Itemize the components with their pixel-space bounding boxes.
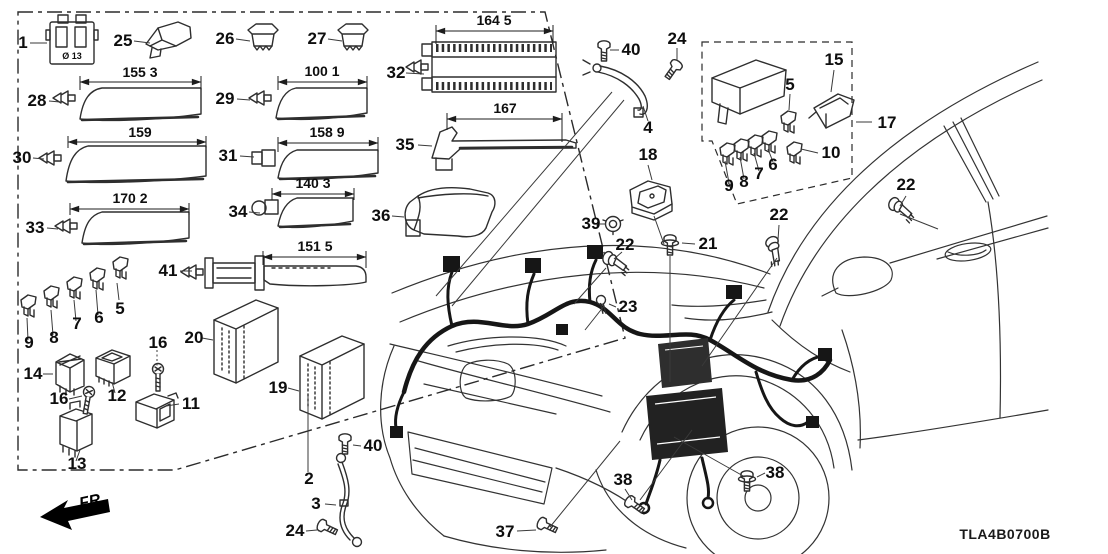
leader-lines	[27, 39, 938, 531]
screw-16-upper	[153, 364, 164, 392]
svg-text:159: 159	[128, 124, 152, 140]
diagram-code: TLA4B0700B	[959, 526, 1051, 542]
harness-connector	[525, 258, 541, 273]
svg-text:100 1: 100 1	[304, 63, 340, 79]
callout-37[interactable]: 37	[495, 522, 515, 541]
car-body-outline	[381, 62, 1051, 554]
dimension-30	[68, 124, 206, 148]
callout-8-left[interactable]: 8	[49, 328, 59, 347]
callout-22-fusebox[interactable]: 22	[769, 205, 789, 224]
part-32-wire-shield	[406, 42, 556, 92]
callout-28[interactable]: 28	[27, 91, 47, 110]
callout-7-box[interactable]: 7	[754, 164, 764, 183]
part-4-cable	[583, 60, 647, 117]
harness-connector	[390, 426, 403, 438]
callout-40-lower[interactable]: 40	[363, 436, 383, 455]
nut-39	[603, 217, 623, 235]
callout-27[interactable]: 27	[307, 29, 327, 48]
callout-7-left[interactable]: 7	[72, 314, 82, 333]
callout-30[interactable]: 30	[12, 148, 32, 167]
callout-8-box[interactable]: 8	[739, 172, 749, 191]
callout-21[interactable]: 21	[698, 234, 718, 253]
callout-22-door[interactable]: 22	[896, 175, 916, 194]
callout-11[interactable]: 11	[182, 394, 200, 413]
part-27-clip	[338, 24, 368, 50]
callout-24-top[interactable]: 24	[667, 29, 687, 48]
bolt-24-top	[662, 58, 683, 81]
callout-16-upper[interactable]: 16	[148, 333, 168, 352]
svg-text:170 2: 170 2	[112, 190, 148, 206]
callout-15[interactable]: 15	[824, 50, 844, 69]
bolt-21	[662, 235, 679, 255]
callout-labels	[13, 29, 916, 541]
part-41-grommet	[181, 256, 366, 290]
callout-35[interactable]: 35	[395, 135, 415, 154]
fr-label: FR.	[77, 490, 107, 513]
svg-text:151 5: 151 5	[297, 238, 333, 254]
callout-23[interactable]: 23	[618, 297, 638, 316]
callout-38-wheel[interactable]: 38	[765, 463, 785, 482]
callout-25[interactable]: 25	[113, 31, 133, 50]
svg-text:158 9: 158 9	[309, 124, 345, 140]
callout-17[interactable]: 17	[877, 113, 897, 132]
part-36-boot	[405, 188, 495, 237]
callout-36[interactable]: 36	[371, 206, 391, 225]
callout-2[interactable]: 2	[304, 469, 314, 488]
callout-10[interactable]: 10	[821, 143, 841, 162]
part-15-connector	[809, 94, 854, 128]
harness-connector	[726, 285, 742, 299]
part-1-note: Ø 13	[62, 51, 82, 61]
callout-33[interactable]: 33	[25, 218, 45, 237]
part-3-ground-cable	[337, 454, 362, 547]
callout-3[interactable]: 3	[311, 494, 321, 513]
bolt-24-lower	[316, 518, 339, 537]
bolt-38-wheel	[739, 471, 756, 491]
dimension-33	[70, 190, 189, 215]
callout-4[interactable]: 4	[643, 118, 653, 137]
part-1-connector	[46, 15, 98, 64]
part-28-wire-cover	[53, 88, 201, 120]
callout-12[interactable]: 12	[107, 386, 127, 405]
svg-text:164 5: 164 5	[476, 12, 512, 28]
callout-26[interactable]: 26	[215, 29, 235, 48]
dimension-28	[80, 64, 201, 90]
part-20-control-unit	[214, 300, 278, 383]
callout-19[interactable]: 19	[268, 378, 288, 397]
callout-22-mid[interactable]: 22	[615, 235, 635, 254]
callout-6-box[interactable]: 6	[768, 155, 778, 174]
svg-text:140 3: 140 3	[295, 175, 331, 191]
callout-9-box[interactable]: 9	[724, 176, 734, 195]
harness-connector	[443, 256, 460, 272]
callout-9-left[interactable]: 9	[24, 333, 34, 352]
callout-5-box[interactable]: 5	[785, 75, 795, 94]
part-35-wire-shield	[432, 127, 576, 170]
part-30-wire-cover	[39, 146, 206, 182]
callout-29[interactable]: 29	[215, 89, 235, 108]
grille-logo	[460, 360, 515, 401]
part-25-clip	[146, 22, 191, 58]
callout-1[interactable]: 1	[18, 33, 28, 52]
svg-text:167: 167	[493, 100, 517, 116]
harness-connector	[806, 416, 819, 428]
harness-connector	[556, 324, 568, 335]
fr-direction-arrow	[40, 491, 110, 530]
door-handle	[944, 240, 992, 263]
lower-grille	[408, 432, 552, 504]
side-mirror	[822, 257, 892, 296]
bolt-37	[536, 516, 559, 535]
harness-connector	[818, 348, 832, 361]
underhood-fuse-block	[646, 388, 728, 460]
callout-13[interactable]: 13	[67, 454, 87, 473]
callout-18[interactable]: 18	[638, 145, 658, 164]
part-18-grommet	[630, 181, 672, 220]
part-29-wire-cover	[249, 88, 367, 119]
callout-32[interactable]: 32	[386, 63, 406, 82]
bolt-40-top	[598, 41, 610, 61]
dimension-29	[278, 63, 367, 90]
dimension-31	[278, 124, 378, 152]
callout-41[interactable]: 41	[158, 261, 178, 280]
callout-14[interactable]: 14	[23, 364, 43, 383]
callout-6-left[interactable]: 6	[94, 308, 104, 327]
dimension-32	[436, 12, 553, 44]
callout-40-top[interactable]: 40	[621, 40, 641, 59]
svg-text:155 3: 155 3	[122, 64, 158, 80]
callout-38-bumper[interactable]: 38	[613, 470, 633, 489]
part-12-relay	[96, 350, 130, 386]
callout-39[interactable]: 39	[581, 214, 601, 233]
dimension-35	[447, 100, 562, 142]
callout-31[interactable]: 31	[218, 146, 238, 165]
part-34-wire-cover	[252, 198, 353, 227]
bolt-40-lower	[339, 434, 351, 454]
part-33-wire-cover	[55, 212, 189, 244]
part-26-clip	[248, 24, 278, 50]
callout-20[interactable]: 20	[184, 328, 204, 347]
callout-16-lower[interactable]: 16	[49, 389, 69, 408]
callout-34[interactable]: 34	[228, 202, 248, 221]
part-11-relay	[136, 393, 178, 428]
callout-24-lower[interactable]: 24	[285, 521, 305, 540]
dimension-41	[263, 238, 366, 268]
callout-5-left[interactable]: 5	[115, 299, 125, 318]
headlight	[448, 337, 566, 352]
part-19-control-unit	[300, 336, 364, 419]
harness-connector	[587, 245, 603, 259]
